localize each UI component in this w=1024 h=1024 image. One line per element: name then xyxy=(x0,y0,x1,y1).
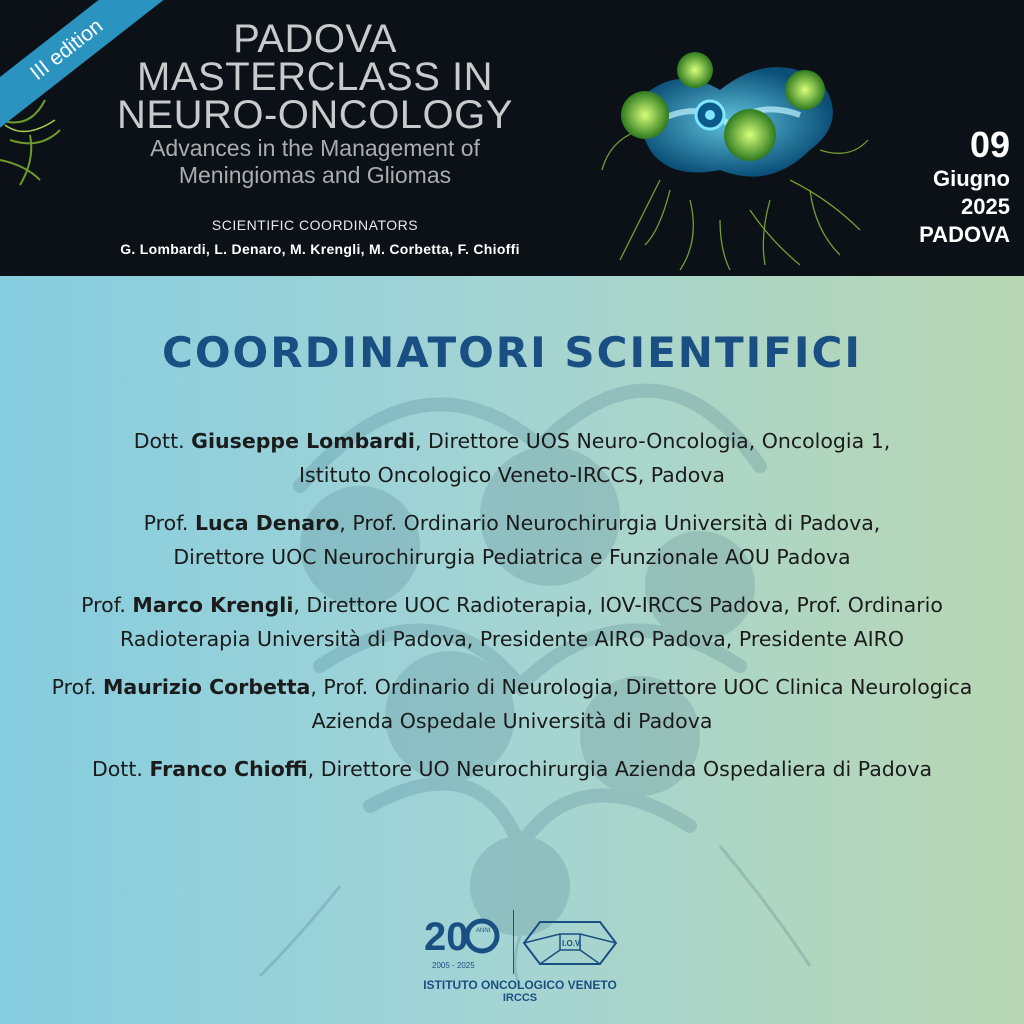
title-line-3: NEURO-ONCOLOGY xyxy=(117,93,513,137)
coordinator-line-2: Direttore UOC Neurochirurgia Pediatrica e Funzionale AOU Padova xyxy=(173,545,851,569)
coordinator-line-1 xyxy=(0,752,1024,786)
date-year: 2025 xyxy=(961,194,1010,219)
coordinator-role: , Prof. Ordinario di Neurologia, Direttore UOC Clinica Neurologica xyxy=(310,675,973,699)
logo-divider xyxy=(513,910,514,974)
event-subtitle xyxy=(90,135,540,189)
anniversary-word: ANNI xyxy=(476,928,491,934)
institute-name: ISTITUTO ONCOLOGICO VENETO xyxy=(423,978,617,992)
tumor-cell-illustration xyxy=(600,30,870,270)
coordinator-title: Prof. xyxy=(143,511,189,535)
iov-logo xyxy=(520,914,620,972)
coordinator-role: , Prof. Ordinario Neurochirurgia Università di Padova, xyxy=(339,511,881,535)
date-month: Giugno xyxy=(933,166,1010,191)
coordinator-role: , Direttore UOS Neuro-Oncologia, Oncologia 1, xyxy=(414,429,891,453)
coordinator-entry-chioffi xyxy=(0,752,1024,786)
coordinator-entry-krengli xyxy=(0,588,1024,656)
coordinator-line-2: Azienda Ospedale Università di Padova xyxy=(311,709,713,733)
coordinators-list xyxy=(0,424,1024,800)
coordinator-line-1 xyxy=(0,506,1024,540)
coordinator-role: , Direttore UOC Radioterapia, IOV-IRCCS Padova, Prof. Ordinario xyxy=(293,593,943,617)
event-date xyxy=(850,125,1010,249)
coordinator-line-1 xyxy=(0,588,1024,622)
coordinators-label: SCIENTIFIC COORDINATORS xyxy=(211,217,419,233)
anniversary-years: 2005 - 2025 xyxy=(432,961,475,970)
event-banner xyxy=(0,0,1024,276)
coordinator-title: Dott. xyxy=(91,757,143,781)
date-day: 09 xyxy=(969,124,1010,165)
coordinator-name: Luca Denaro xyxy=(194,511,340,535)
coordinator-entry-corbetta xyxy=(0,670,1024,738)
coordinators-section xyxy=(0,276,1024,1024)
institute-suffix: IRCCS xyxy=(502,992,538,1004)
event-title xyxy=(90,17,540,137)
date-city: PADOVA xyxy=(919,222,1010,247)
coordinators-names: G. Lombardi, L. Denaro, M. Krengli, M. Corbetta, F. Chioffi xyxy=(120,241,520,257)
coordinator-title: Prof. xyxy=(51,675,97,699)
coordinator-name: Giuseppe Lombardi xyxy=(191,429,415,453)
coordinator-name: Marco Krengli xyxy=(132,593,294,617)
coordinator-line-2: Radioterapia Università di Padova, Presidente AIRO Padova, Presidente AIRO xyxy=(119,627,905,651)
iov-mark: I.O.V. xyxy=(562,939,582,948)
anniversary-number: 20 xyxy=(424,915,469,959)
anniversary-logo xyxy=(420,908,510,978)
title-line-2: MASTERCLASS IN xyxy=(137,55,493,99)
coordinator-line-1 xyxy=(0,424,1024,458)
title-line-1: PADOVA xyxy=(233,17,397,61)
edition-ribbon: III edition xyxy=(0,0,170,137)
coordinator-name: Maurizio Corbetta xyxy=(102,675,311,699)
subtitle-line-1: Advances in the Management of xyxy=(150,135,480,161)
coordinator-line-1 xyxy=(0,670,1024,704)
subtitle-line-2: Meningiomas and Gliomas xyxy=(178,162,452,188)
coordinator-title: Dott. xyxy=(133,429,185,453)
institution-logos xyxy=(420,908,640,1008)
coordinator-name: Franco Chioffi xyxy=(149,757,308,781)
coordinator-line-2: Istituto Oncologico Veneto-IRCCS, Padova xyxy=(298,463,725,487)
coordinator-role: , Direttore UO Neurochirurgia Azienda Ospedaliera di Padova xyxy=(307,757,933,781)
coordinator-entry-lombardi xyxy=(0,424,1024,492)
coordinator-entry-denaro xyxy=(0,506,1024,574)
section-title: COORDINATORI SCIENTIFICI xyxy=(162,328,862,377)
coordinator-title: Prof. xyxy=(81,593,126,617)
